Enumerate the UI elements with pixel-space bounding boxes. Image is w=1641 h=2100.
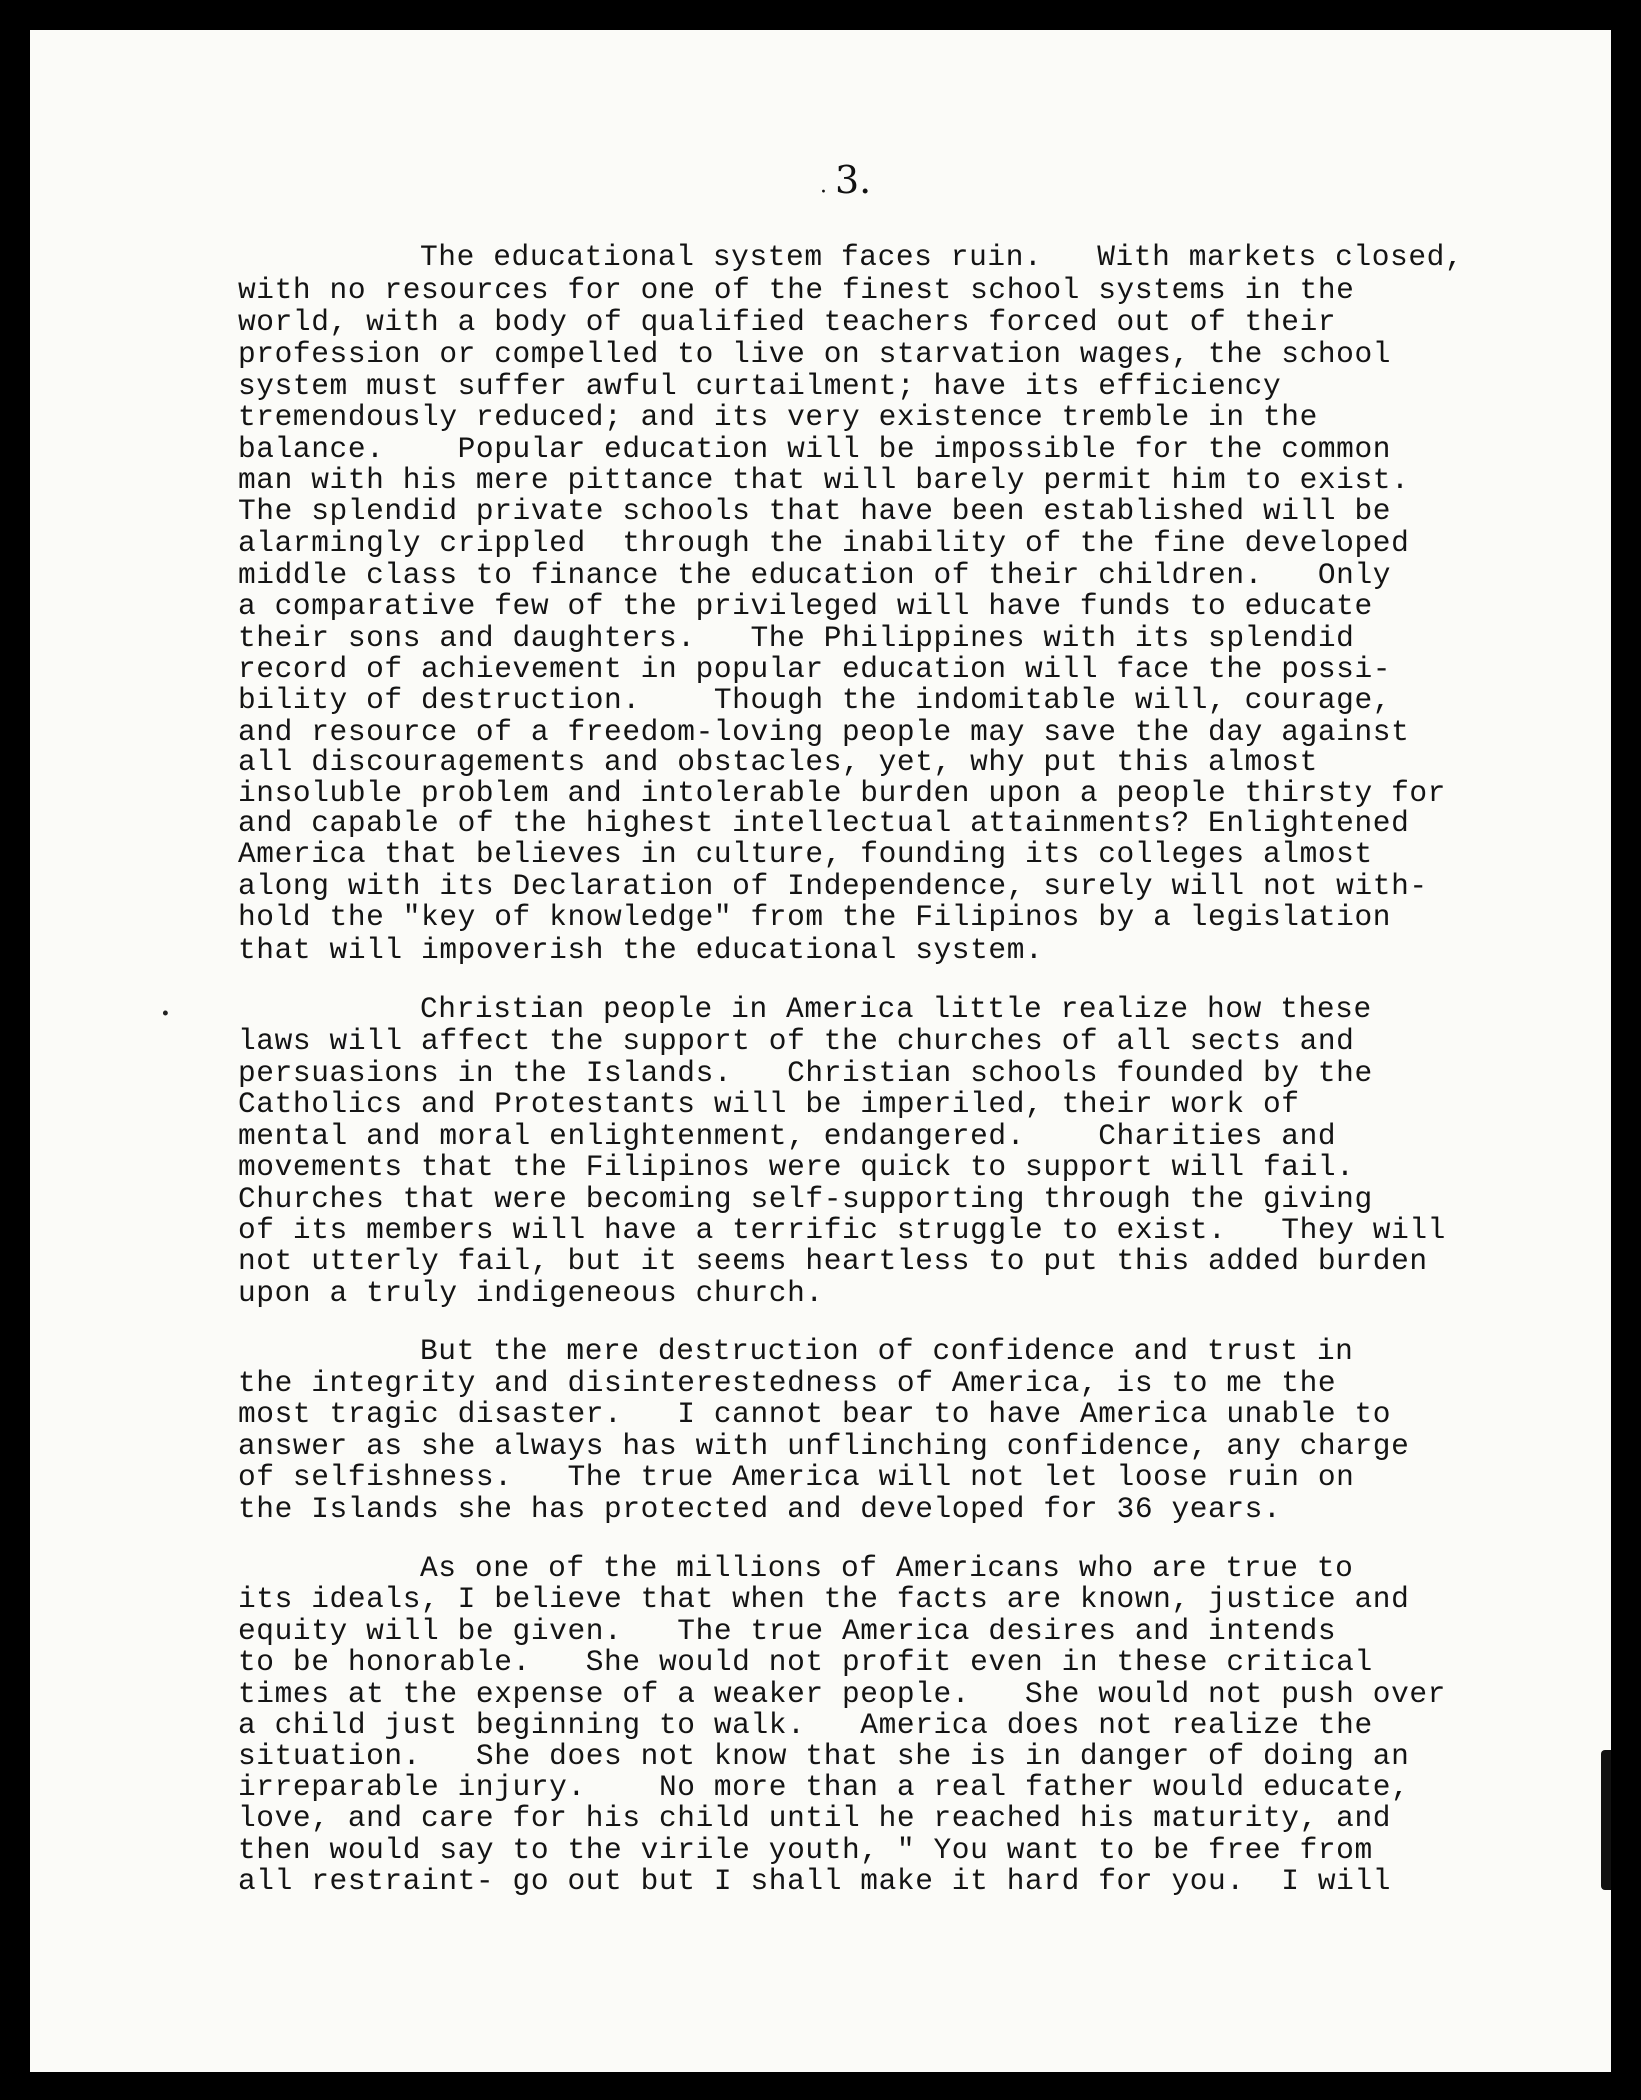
text-line: profession or compelled to live on starvation wages, the school: [238, 337, 1392, 371]
text-line: that will impoverish the educational system.: [238, 933, 1044, 967]
page-number-text: 3.: [835, 158, 872, 202]
text-line: The splendid private schools that have been established will be: [238, 494, 1392, 528]
text-line: irreparable injury. No more than a real father would educate,: [238, 1770, 1410, 1804]
text-line: mental and moral enlightenment, endangered. Charities and: [238, 1119, 1337, 1153]
edge-scan-mark: [1601, 1750, 1611, 1890]
text-line: its ideals, I believe that when the facts are known, justice and: [238, 1582, 1410, 1616]
text-line: answer as she always has with unflinching confidence, any charge: [238, 1429, 1410, 1463]
text-line: But the mere destruction of confidence and trust in: [420, 1334, 1354, 1368]
text-line: upon a truly indigeneous church.: [238, 1276, 824, 1310]
text-line: to be honorable. She would not profit even in these critical: [238, 1645, 1373, 1679]
text-line: bility of destruction. Though the indomitable will, courage,: [238, 683, 1392, 717]
text-line: and resource of a freedom-loving people may save the day against: [238, 715, 1410, 749]
page-mark: ·: [820, 180, 827, 205]
text-line: America that believes in culture, founding its colleges almost: [238, 837, 1373, 871]
page-number: [820, 158, 871, 205]
document-page: [30, 30, 1611, 2072]
text-line: middle class to finance the education of their children. Only: [238, 558, 1392, 592]
text-line: As one of the millions of Americans who are true to: [420, 1551, 1354, 1585]
text-line: a child just beginning to walk. America does not realize the: [238, 1708, 1373, 1742]
text-line: system must suffer awful curtailment; have its efficiency: [238, 369, 1282, 403]
text-line: laws will affect the support of the churches of all sects and: [238, 1024, 1355, 1058]
text-line: Churches that were becoming self-supporting through the giving: [238, 1182, 1373, 1216]
text-line: movements that the Filipinos were quick to support will fail.: [238, 1150, 1355, 1184]
text-line: all discouragements and obstacles, yet, why put this almost: [238, 745, 1318, 779]
text-line: hold the "key of knowledge" from the Filipinos by a legislation: [238, 900, 1392, 934]
text-line: tremendously reduced; and its very existence tremble in the: [238, 400, 1318, 434]
text-line: the Islands she has protected and developed for 36 years.: [238, 1492, 1282, 1526]
text-line: the integrity and disinterestedness of America, is to me the: [238, 1366, 1337, 1400]
text-line: alarmingly crippled through the inability of the fine developed: [238, 526, 1410, 560]
text-line: of its members will have a terrific struggle to exist. They will: [238, 1213, 1446, 1247]
text-line: love, and care for his child until he reached his maturity, and: [238, 1801, 1392, 1835]
text-line: situation. She does not know that she is in danger of doing an: [238, 1739, 1410, 1773]
margin-dot: •: [160, 1005, 171, 1025]
text-line: along with its Declaration of Independence, surely will not with-: [238, 869, 1428, 903]
text-line: world, with a body of qualified teachers forced out of their: [238, 305, 1337, 339]
text-line: balance. Popular education will be impossible for the common: [238, 432, 1392, 466]
text-line: their sons and daughters. The Philippines with its splendid: [238, 621, 1355, 655]
text-line: Christian people in America little realize how these: [420, 992, 1372, 1026]
text-line: insoluble problem and intolerable burden upon a people thirsty for: [238, 776, 1446, 810]
text-line: and capable of the highest intellectual attainments? Enlightened: [238, 806, 1410, 840]
text-line: with no resources for one of the finest school systems in the: [238, 273, 1355, 307]
text-line: most tragic disaster. I cannot bear to have America unable to: [238, 1397, 1392, 1431]
text-line: not utterly fail, but it seems heartless to put this added burden: [238, 1244, 1428, 1278]
text-line: equity will be given. The true America desires and intends: [238, 1614, 1337, 1648]
text-line: persuasions in the Islands. Christian schools founded by the: [238, 1056, 1373, 1090]
text-line: of selfishness. The true America will not let loose ruin on: [238, 1460, 1355, 1494]
text-line: all restraint- go out but I shall make it hard for you. I will: [238, 1864, 1392, 1898]
text-line: a comparative few of the privileged will have funds to educate: [238, 589, 1373, 623]
text-line: man with his mere pittance that will barely permit him to exist.: [238, 463, 1410, 497]
text-line: then would say to the virile youth, " You want to be free from: [238, 1833, 1373, 1867]
text-line: Catholics and Protestants will be imperiled, their work of: [238, 1087, 1300, 1121]
text-line: The educational system faces ruin. With markets closed,: [420, 240, 1464, 274]
text-line: times at the expense of a weaker people. She would not push over: [238, 1677, 1446, 1711]
text-line: record of achievement in popular education will face the possi-: [238, 652, 1392, 686]
